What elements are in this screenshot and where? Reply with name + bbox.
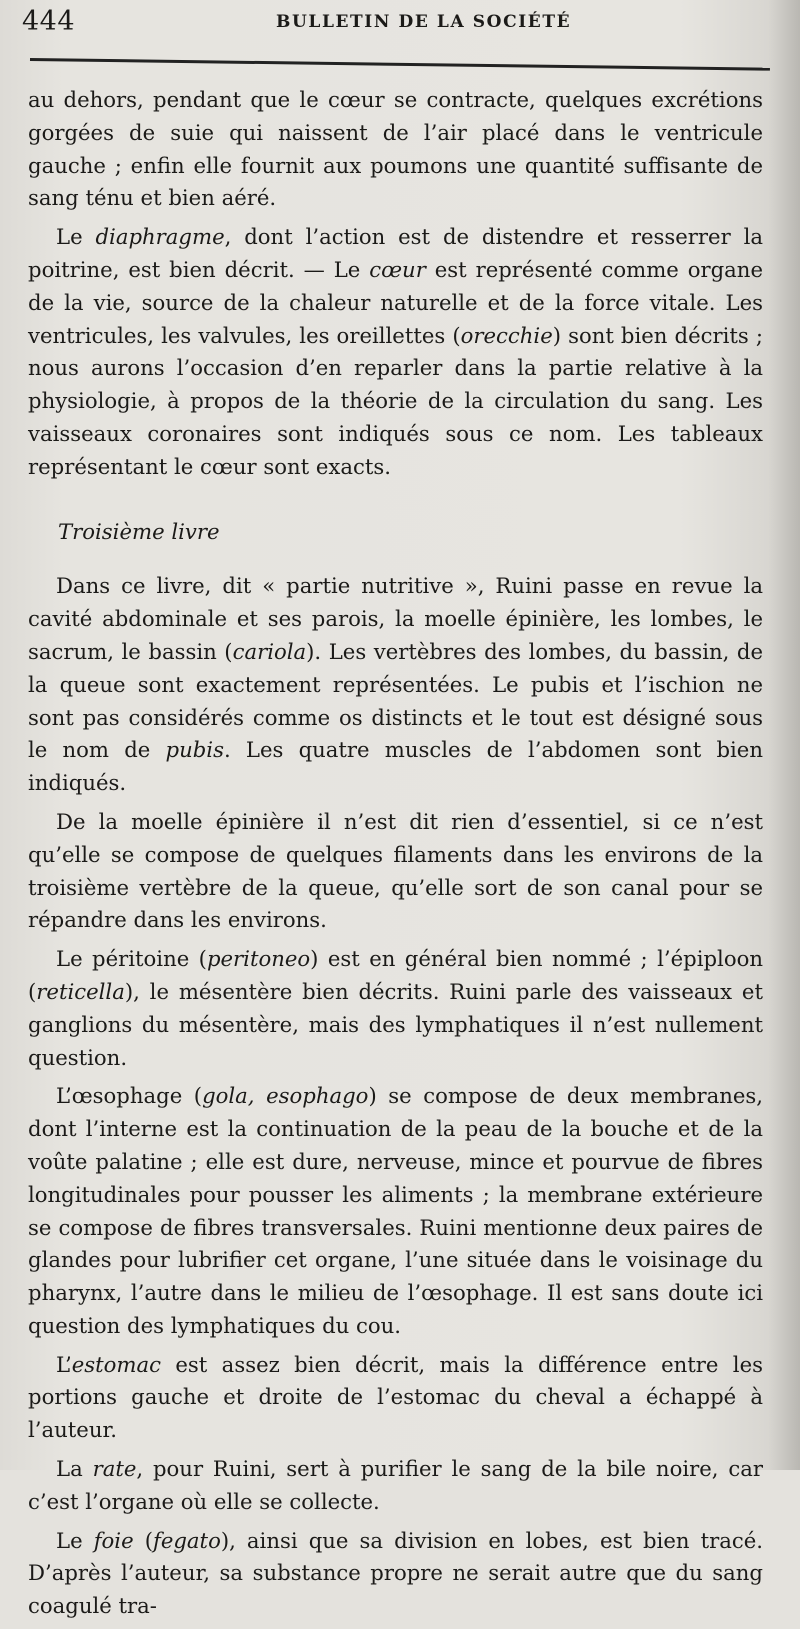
text-run: De la moelle épinière il n’est dit rien d’essentiel, si ce n’est qu’elle se compose de quelques filaments dans les environs de la troisième vertèbre de la queue, qu’elle sort de son canal pour se répandre dans les environs. xyxy=(28,808,763,933)
text-run: au dehors, pendant que le cœur se contracte, quelques excrétions gorgées de suie qui naissent de l’air placé dans le ventricule gauche ; enfin elle fournit aux poumons une quantité suffisante de sang ténu et bien aéré. xyxy=(28,87,763,211)
text-run: L’ xyxy=(56,1351,72,1377)
running-title: BULLETIN DE LA SOCIÉTÉ xyxy=(276,12,572,32)
body-text xyxy=(28,84,763,1629)
text-run: L’œsophage ( xyxy=(56,1083,203,1109)
text-run: Le xyxy=(56,1527,94,1553)
paragraph xyxy=(28,1525,763,1623)
paragraph xyxy=(28,84,763,215)
italic-term: peritoneo xyxy=(206,946,311,972)
paragraph xyxy=(28,570,763,800)
text-run: , dont l’action est de distendre et resserrer la poitrine, est bien décrit. — Le xyxy=(28,224,763,282)
text-run: est assez bien décrit, mais la différence entre les portions gauche et droite de l’estomac du cheval a échappé à l’auteur. xyxy=(28,1351,763,1443)
italic-term: diaphragme xyxy=(95,224,225,250)
paragraph xyxy=(28,943,763,1074)
text-run: ), le mésentère bien décrits. Ruini parle des vaisseaux et ganglions du mésentère, mais des lymphatiques il n’est nullement question. xyxy=(28,978,763,1070)
italic-term: foie xyxy=(93,1527,134,1553)
italic-term: Troisième livre xyxy=(58,518,220,544)
text-run: , pour Ruini, sert à purifier le sang de la bile noire, car c’est l’organe où elle se collecte. xyxy=(28,1456,763,1514)
italic-term: reticella xyxy=(36,978,125,1004)
paragraph xyxy=(28,1080,763,1342)
paragraph xyxy=(28,1349,763,1447)
text-run: La xyxy=(56,1456,93,1482)
italic-term: cariola xyxy=(232,638,307,664)
text-run: ) se compose de deux membranes, dont l’interne est la continuation de la peau de la bouche et de la voûte palatine ; elle est dure, nerveuse, mince et pourvue de fibres longitudinales pour pousser les aliments ; la membrane extérieure se compose de fibres transversales. Ruini mentionne deux paires de glandes pour lubrifier cet organe, l’une située dans le voisinage du pharynx, l’autre dans le milieu de l’œsophage. Il est sans doute ici question des lymphatiques du cou. xyxy=(28,1083,763,1338)
text-run: ), ainsi que sa division en lobes, est bien tracé. D’après l’auteur, sa substance propre ne serait autre que du sang coagulé tra- xyxy=(28,1527,763,1619)
italic-term: pubis xyxy=(165,737,224,763)
text-run: ). Les vertèbres des lombes, du bassin, de la queue sont exactement représentées. Le pubis et l’ischion ne sont pas considérés comme os distincts et le tout est désigné sous le nom de xyxy=(28,638,764,763)
header-rule xyxy=(30,58,770,71)
text-run: . Les quatre muscles de l’abdomen sont bien indiqués. xyxy=(28,737,763,796)
text-run: ) sont bien décrits ; nous aurons l’occasion d’en reparler dans la partie relative à la physiologie, à propos de la théorie de la circulation du sang. Les vaisseaux coronaires sont indiqués sous ce nom. Les tableaux représentant le cœur sont exacts. xyxy=(28,322,763,479)
text-run: ) est en général bien nommé ; l’épiploon ( xyxy=(28,946,763,1004)
paragraph xyxy=(28,1453,763,1519)
paragraph xyxy=(28,221,763,483)
italic-term: rate xyxy=(92,1456,137,1482)
italic-term: cœur xyxy=(369,256,426,282)
page-number: 444 xyxy=(22,6,76,37)
text-run: Le péritoine ( xyxy=(56,946,207,972)
paragraph xyxy=(28,806,763,937)
italic-term: gola, esophago xyxy=(202,1083,369,1109)
text-run: est représenté comme organe de la vie, source de la chaleur naturelle et de la force vitale. Les ventricules, les valvules, les oreillettes ( xyxy=(28,256,763,348)
italic-term: fegato xyxy=(152,1527,221,1553)
text-run: Dans ce livre, dit « partie nutritive », Ruini passe en revue la cavité abdominale et ses parois, la moelle épinière, les lombes, le sacrum, le bassin ( xyxy=(28,573,763,664)
italic-term: estomac xyxy=(71,1351,162,1377)
text-run: ( xyxy=(133,1527,153,1553)
italic-term: orecchie xyxy=(460,322,553,348)
section-heading xyxy=(28,516,763,549)
text-run: Le xyxy=(56,224,96,250)
